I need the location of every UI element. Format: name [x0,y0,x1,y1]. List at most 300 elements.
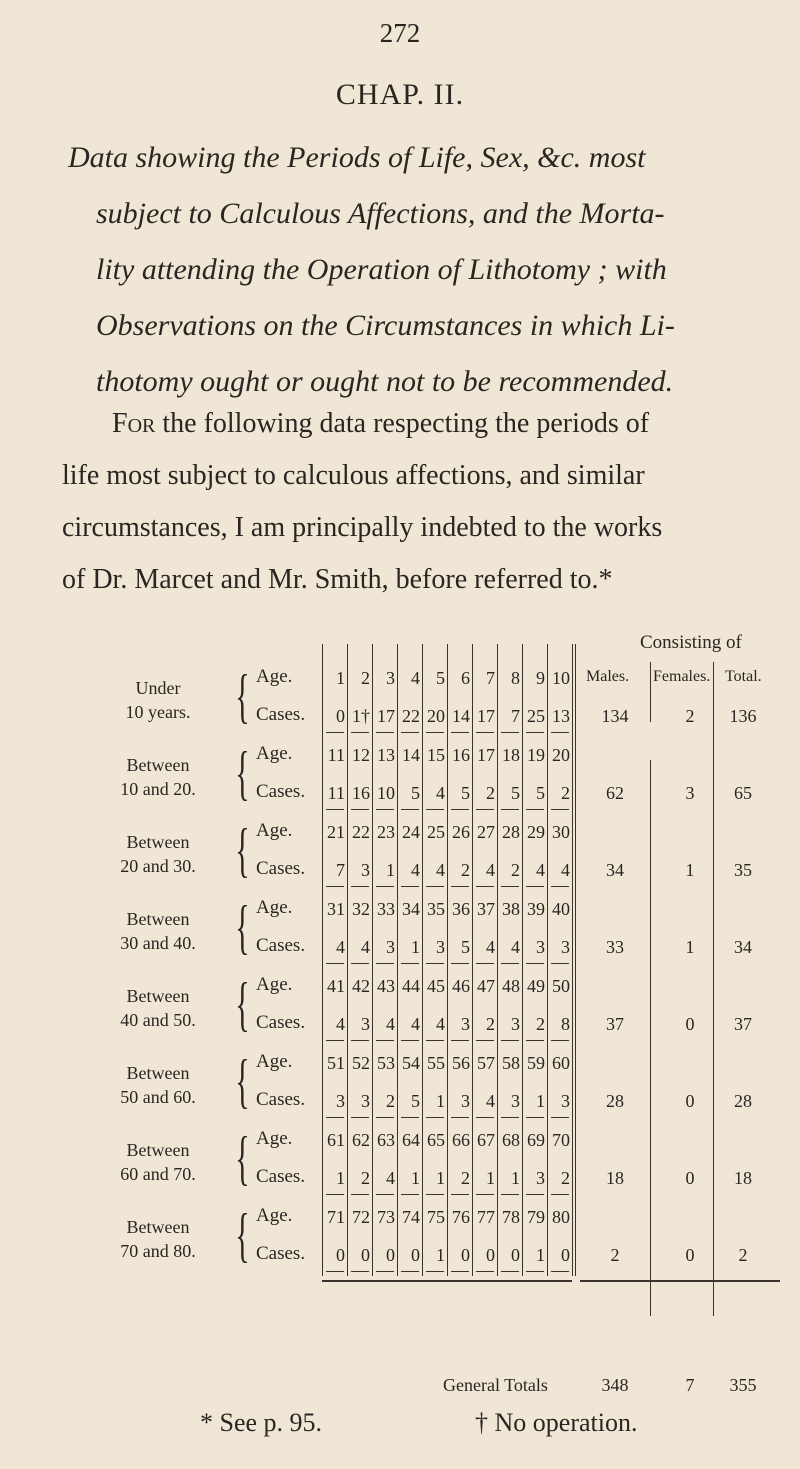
cases-cell: 1 [511,1168,520,1188]
age-cell: 7 [486,668,495,688]
age-cell: 74 [402,1207,420,1227]
row-separator [476,886,494,887]
group-label-line: Between [126,986,190,1006]
cases-cell: 4 [561,860,570,880]
age-cell: 63 [377,1130,395,1150]
totals-rule [322,1280,572,1282]
total-header: Total. [725,668,762,685]
row-separator [401,886,419,887]
brace-symbol: { [235,663,250,729]
age-cell: 6 [461,668,470,688]
age-cell: 66 [452,1130,470,1150]
cases-cell: 3 [561,937,570,957]
group-label-line: Between [126,1217,190,1237]
cases-cell: 5 [536,783,545,803]
age-cell: 26 [452,822,470,842]
cases-row-label: Cases. [256,858,306,879]
cases-cell: 4 [361,937,370,957]
row-separator [376,886,394,887]
column-rule [497,644,498,1276]
cases-cell: 0 [461,1245,470,1265]
age-group [0,968,800,1045]
age-cell: 68 [502,1130,520,1150]
brace-symbol: { [235,740,250,806]
age-cell: 39 [527,899,545,919]
row-separator [476,1194,494,1195]
cases-cell: 1 [536,1245,545,1265]
age-row-label: Age. [256,1128,293,1149]
cases-cell: 1 [536,1091,545,1111]
row-separator [426,963,444,964]
age-cell: 20 [552,745,570,765]
group-label [88,830,228,878]
cases-cell: 3 [511,1091,520,1111]
cases-cell: 7 [336,860,345,880]
cases-cell: 3 [361,1014,370,1034]
row-separator [551,1117,569,1118]
general-total-total: 355 [729,1375,757,1395]
cases-cell: 3 [536,1168,545,1188]
age-cell: 46 [452,976,470,996]
age-cell: 29 [527,822,545,842]
group-label-line: Under [135,678,181,698]
cases-row-label: Cases. [256,704,306,725]
cases-row-label: Cases. [256,1243,306,1264]
group-label-line: Between [126,1063,190,1083]
group-label [88,1215,228,1263]
total-value: 37 [734,1014,752,1034]
cases-cell: 4 [511,937,520,957]
age-cell: 77 [477,1207,495,1227]
row-separator [376,1040,394,1041]
cases-row-label: Cases. [256,1012,306,1033]
row-separator [351,886,369,887]
cases-cell: 17 [477,706,495,726]
cases-cell: 11 [327,783,345,803]
row-separator [401,1117,419,1118]
females-value: 0 [685,1091,695,1111]
age-cell: 60 [552,1053,570,1073]
group-label-line: Between [126,1140,190,1160]
cases-cell: 1 [386,860,395,880]
age-row-label: Age. [256,743,293,764]
total-value: 28 [734,1091,752,1111]
age-cell: 37 [477,899,495,919]
group-label-line: Between [126,755,190,775]
cases-cell: 4 [486,1091,495,1111]
row-separator [326,1271,344,1272]
row-separator [551,1040,569,1041]
age-cell: 75 [427,1207,445,1227]
row-separator [526,1194,544,1195]
cases-cell: 4 [536,860,545,880]
row-separator [326,963,344,964]
row-separator [451,1040,469,1041]
section-title [68,130,780,410]
age-cell: 59 [527,1053,545,1073]
age-cell: 53 [377,1053,395,1073]
cases-cell: 22 [402,706,420,726]
row-separator [501,732,519,733]
cases-cell: 1 [436,1091,445,1111]
row-separator [401,963,419,964]
brace-symbol: { [235,971,250,1037]
row-separator [351,1040,369,1041]
cases-cell: 1 [436,1168,445,1188]
cases-cell: 2 [536,1014,545,1034]
cases-cell: 3 [436,937,445,957]
males-value: 34 [606,860,624,880]
column-rule [422,644,423,1276]
cases-cell: 0 [561,1245,570,1265]
column-rule [575,644,576,1276]
title-line: Observations on the Circumstances in which Li- [96,309,675,342]
cases-cell: 3 [361,860,370,880]
cases-cell: 16 [352,783,370,803]
row-separator [326,1117,344,1118]
row-separator [351,809,369,810]
row-separator [501,1271,519,1272]
row-separator [401,732,419,733]
age-cell: 54 [402,1053,420,1073]
row-separator [326,1194,344,1195]
cases-cell: 4 [386,1014,395,1034]
body-line: circumstances, I am principally indebted to the works [62,512,663,543]
age-cell: 25 [427,822,445,842]
age-cell: 14 [402,745,420,765]
row-separator [451,1117,469,1118]
age-cell: 18 [502,745,520,765]
row-separator [401,809,419,810]
age-cell: 34 [402,899,420,919]
title-line: lity attending the Operation of Lithotomy ; with [96,253,667,286]
row-separator [526,1040,544,1041]
cases-cell: 4 [436,783,445,803]
row-separator [451,886,469,887]
cases-cell: 1 [436,1245,445,1265]
group-label-line: 40 and 50. [120,1010,196,1030]
row-separator [551,1194,569,1195]
cases-cell: 0 [511,1245,520,1265]
cases-cell: 2 [511,860,520,880]
age-cell: 73 [377,1207,395,1227]
group-label-line: 10 years. [125,702,191,722]
row-separator [451,809,469,810]
age-cell: 76 [452,1207,470,1227]
row-separator [476,1040,494,1041]
row-separator [426,809,444,810]
females-value: 0 [685,1245,695,1265]
title-line: Data showing the Periods of Life, Sex, &c. most [68,141,646,174]
cases-cell: 4 [336,1014,345,1034]
cases-cell: 4 [386,1168,395,1188]
cases-cell: 4 [336,937,345,957]
title-line: subject to Calculous Affections, and the Morta- [96,197,665,230]
males-value: 18 [606,1168,624,1188]
age-cell: 72 [352,1207,370,1227]
age-cell: 21 [327,822,345,842]
age-group [0,1045,800,1122]
cases-cell: 0 [361,1245,370,1265]
age-cell: 62 [352,1130,370,1150]
age-row-label: Age. [256,974,293,995]
row-separator [551,732,569,733]
age-group [0,737,800,814]
column-rule [397,644,398,1276]
cases-cell: 5 [411,1091,420,1111]
row-separator [476,1271,494,1272]
brace-symbol: { [235,1048,250,1114]
age-cell: 38 [502,899,520,919]
cases-cell: 14 [452,706,470,726]
age-cell: 5 [436,668,445,688]
row-separator [551,1271,569,1272]
column-rule [650,760,651,1316]
cases-cell: 4 [486,937,495,957]
age-cell: 78 [502,1207,520,1227]
group-label-line: 30 and 40. [120,933,196,953]
age-cell: 8 [511,668,520,688]
cases-cell: 1 [411,1168,420,1188]
cases-cell: 2 [561,783,570,803]
general-total-males: 348 [601,1375,629,1395]
group-label [88,753,228,801]
total-value: 18 [734,1168,752,1188]
cases-row-label: Cases. [256,1089,306,1110]
males-value: 33 [606,937,624,957]
cases-cell: 0 [411,1245,420,1265]
row-separator [501,1117,519,1118]
body-line: of Dr. Marcet and Mr. Smith, before referred to.* [62,564,613,595]
age-cell: 57 [477,1053,495,1073]
age-group [0,1199,800,1276]
age-cell: 79 [527,1207,545,1227]
row-separator [526,963,544,964]
cases-cell: 5 [461,937,470,957]
cases-cell: 7 [511,706,520,726]
row-separator [351,1271,369,1272]
row-separator [401,1271,419,1272]
column-rule [472,644,473,1276]
row-separator [551,886,569,887]
row-separator [376,1117,394,1118]
row-separator [326,886,344,887]
row-separator [376,963,394,964]
age-group [0,1122,800,1199]
column-rule [713,662,714,1316]
cases-cell: 4 [411,1014,420,1034]
chapter-heading: CHAP. II. [335,78,465,111]
row-separator [551,963,569,964]
row-separator [501,886,519,887]
cases-cell: 2 [461,1168,470,1188]
age-cell: 50 [552,976,570,996]
cases-cell: 1 [411,937,420,957]
cases-cell: 3 [511,1014,520,1034]
age-cell: 67 [477,1130,495,1150]
males-header: Males. [586,668,630,685]
age-cell: 58 [502,1053,520,1073]
row-separator [426,732,444,733]
age-cell: 32 [352,899,370,919]
age-cell: 47 [477,976,495,996]
cases-row-label: Cases. [256,935,306,956]
title-line: thotomy ought or ought not to be recommended. [96,365,674,398]
age-cell: 71 [327,1207,345,1227]
females-value: 0 [685,1014,695,1034]
age-cell: 42 [352,976,370,996]
cases-cell: 2 [486,783,495,803]
cases-cell: 20 [427,706,445,726]
age-cell: 1 [336,668,345,688]
females-value: 0 [685,1168,695,1188]
row-separator [326,809,344,810]
total-value: 2 [738,1245,748,1265]
age-cell: 2 [361,668,370,688]
row-separator [451,1194,469,1195]
general-total-females: 7 [685,1375,695,1395]
row-separator [501,1040,519,1041]
brace-symbol: { [235,1202,250,1268]
cases-cell: 2 [561,1168,570,1188]
row-separator [376,1271,394,1272]
cases-cell: 3 [386,937,395,957]
age-row-label: Age. [256,1205,293,1226]
cases-cell: 5 [461,783,470,803]
age-cell: 70 [552,1130,570,1150]
age-cell: 9 [536,668,545,688]
age-row-label: Age. [256,820,293,841]
column-rule [572,644,573,1276]
column-rule [322,644,323,1276]
row-separator [526,1117,544,1118]
age-cell: 49 [527,976,545,996]
consisting-of-header: Consisting of [640,632,742,653]
cases-cell: 8 [561,1014,570,1034]
cases-cell: 0 [336,706,345,726]
age-cell: 13 [377,745,395,765]
age-cell: 48 [502,976,520,996]
row-separator [351,732,369,733]
cases-cell: 4 [436,1014,445,1034]
males-value: 37 [606,1014,624,1034]
row-separator [551,809,569,810]
page-number: 272 [379,18,421,48]
body-paragraph [62,398,780,606]
age-cell: 30 [552,822,570,842]
age-cell: 33 [377,899,395,919]
age-cell: 19 [527,745,545,765]
row-separator [401,1194,419,1195]
row-separator [351,1194,369,1195]
males-value: 134 [601,706,629,726]
cases-cell: 3 [361,1091,370,1111]
cases-row-label: Cases. [256,1166,306,1187]
age-cell: 56 [452,1053,470,1073]
age-cell: 23 [377,822,395,842]
row-separator [526,732,544,733]
age-cell: 15 [427,745,445,765]
group-label-line: 10 and 20. [120,779,196,799]
cases-cell: 2 [386,1091,395,1111]
age-cell: 24 [402,822,420,842]
cases-cell: 3 [461,1091,470,1111]
total-value: 136 [729,706,757,726]
cases-cell: 3 [561,1091,570,1111]
age-cell: 69 [527,1130,545,1150]
row-separator [326,732,344,733]
age-cell: 11 [327,745,345,765]
column-rule [650,662,651,722]
column-rule [522,644,523,1276]
females-value: 1 [685,937,695,957]
row-separator [451,732,469,733]
cases-cell: 4 [411,860,420,880]
total-value: 35 [734,860,752,880]
cases-cell: 0 [386,1245,395,1265]
age-cell: 43 [377,976,395,996]
cases-row-label: Cases. [256,781,306,802]
cases-cell: 1 [486,1168,495,1188]
females-value: 1 [685,860,695,880]
column-rule [447,644,448,1276]
row-separator [501,1194,519,1195]
age-group [0,660,800,737]
cases-cell: 2 [361,1168,370,1188]
column-rule [372,644,373,1276]
cases-cell: 5 [511,783,520,803]
row-separator [476,809,494,810]
age-cell: 80 [552,1207,570,1227]
row-separator [501,963,519,964]
group-label-line: 70 and 80. [120,1241,196,1261]
group-label [88,1061,228,1109]
row-separator [526,1271,544,1272]
age-cell: 3 [386,668,395,688]
column-rule [547,644,548,1276]
males-value: 62 [606,783,624,803]
row-separator [476,732,494,733]
age-cell: 36 [452,899,470,919]
totals-rule [580,1280,780,1282]
footnote-see-page: * See p. 95. [200,1408,323,1437]
footnote-no-operation: † No operation. [475,1408,638,1437]
group-label [88,676,228,724]
age-cell: 10 [552,668,570,688]
males-value: 2 [610,1245,620,1265]
group-label-line: 50 and 60. [120,1087,196,1107]
row-separator [426,886,444,887]
body-line: life most subject to calculous affections, and similar [62,460,645,491]
cases-cell: 0 [336,1245,345,1265]
cases-cell: 5 [411,783,420,803]
females-header: Females. [653,668,711,685]
age-cell: 45 [427,976,445,996]
row-separator [451,1271,469,1272]
cases-cell: 3 [461,1014,470,1034]
row-separator [351,963,369,964]
age-cell: 40 [552,899,570,919]
age-cell: 61 [327,1130,345,1150]
row-separator [401,1040,419,1041]
row-separator [326,1040,344,1041]
column-rule [347,644,348,1276]
row-separator [376,732,394,733]
group-label-line: 60 and 70. [120,1164,196,1184]
age-group [0,814,800,891]
cases-cell: 25 [527,706,545,726]
brace-symbol: { [235,1125,250,1191]
